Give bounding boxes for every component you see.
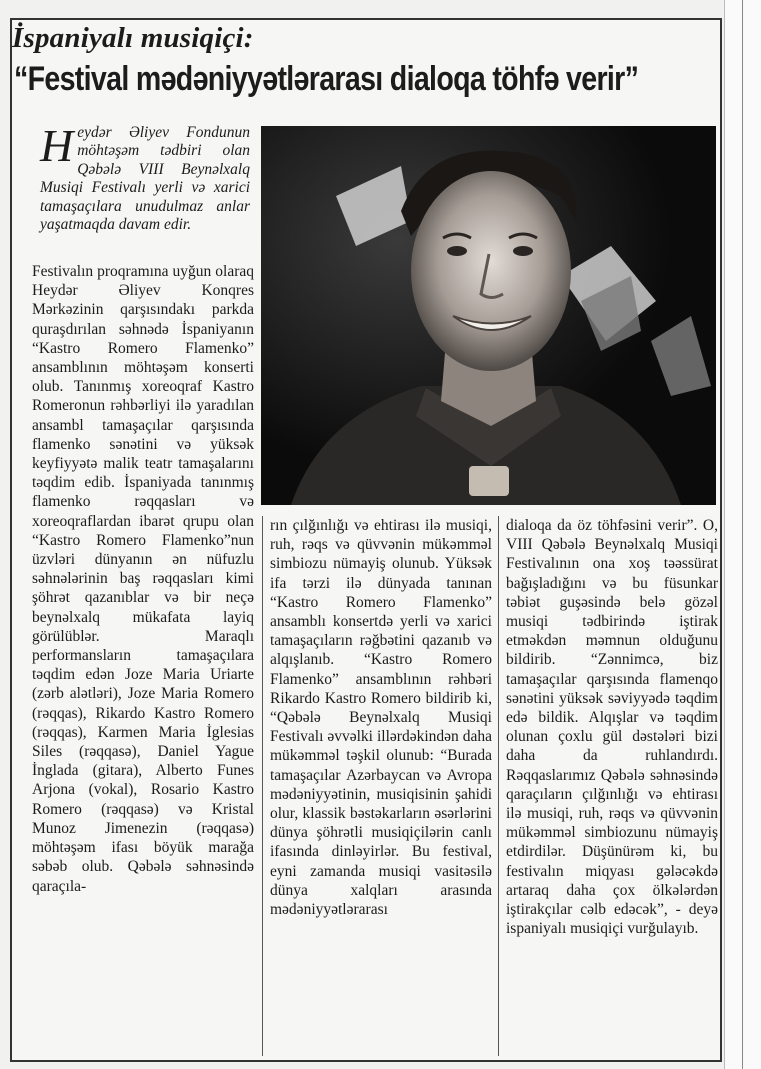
article-lead xyxy=(40,120,250,234)
article-headline: “Festival mədəniyyətlərarası dialoqa töhfə verir” xyxy=(14,60,639,98)
drop-cap: H xyxy=(40,120,74,171)
article-column-3: dialoqa da öz töhfəsini verir”. O, VIII Qəbələ Beynəlxalq Musiqi Festivalının ona xoş təəssürat bağışladığını və bu füsunkar təbiət guşəsində belə gözəl musiqi tədbirində iştirak etməkdən məmnun olduğunu bildirib. “Zənnimcə, biz tamaşaçılar qarşısında flamenqo sənətini yüksək səviyyədə təqdim edə bildik. Alqışlar və təqdim olunan çoxlu gül dəstələri bizi daha da ruhlandırdı. Rəqqaslarımız Qəbələ səhnəsində qaraçıların çılğınlığı və ehtirası ilə musiqi, ruh, rəqs və qüvvənin mükəmməl simbiozunu nümayiş etdirdilər. Düşünürəm ki, bu festivalın miqyası gələcəkdə artaraq daha çox ölkələrdən iştirakçılar cəlb edəcək”, - deyə ispaniyalı musiqiçi vurğulayıb. xyxy=(506,517,718,938)
column-divider xyxy=(262,516,263,1056)
margin-rule xyxy=(742,0,743,1069)
article-column-2: rın çılğınlığı və ehtirası ilə musiqi, ruh, rəqs və qüvvənin mükəmməl simbiozu nümayiş olunub. Yüksək ifa tərzi ilə dünyada tanınan “Kastro Romero Flamenko” ansamblı konsertdə yerli və xarici tamaşaçıların rəğbətini qazanıb və alqışlanıb. “Kastro Romero Flamenko” ansamblının rəhbəri Rikardo Kastro Romero bildirib ki, “Qəbələ Beynəlxalq Musiqi Festivalı əvvəlki illərdəkindən daha mükəmməl təşkil olunub: “Burada tamaşaçılar Azərbaycan və Avropa mədəniyyətinin, musiqisinin şahidi olur, klassik bəstəkarların əsərlərini dünya şöhrətli musiqiçilərin canlı ifasında dinləyirlər. Bu festival, eyni zamanda musiqi vasitəsilə dünya xalqları arasında mədəniyyətlərarası xyxy=(270,517,492,919)
article-column-1: Festivalın proqramına uyğun olaraq Heydər Əliyev Konqres Mərkəzinin qarşısındakı parkda quraşdırılan səhnədə İspaniyanın “Kastro Romero Flamenko” ansamblının möhtəşəm konserti olub. Tanınmış xoreoqraf Kastro Romeronun rəhbərliyi ilə yaradılan ansambl tamaşaçılar qarşısında flamenko sənətini və yüksək keyfiyyətə malik teatr tamaşalarını təqdim edib. İspaniyada tanınmış flamenko rəqqasları və xoreoqraflardan ibarət qrupu olan “Kastro Romero Flamenko”nun üzvləri dünyanın ən nüfuzlu səhnələrinin baş rəqqasları kimi şöhrət qazanıblar və bir neçə beynəlxalq mükafata layiq görülüblər. Maraqlı performansların tamaşaçılara təqdim edən Joze Maria Uriarte (zərb alətləri), Joze Maria Romero (rəqqas), Rikardo Kastro Romero (rəqqas), Karmen Maria İglesias Siles (rəqqasə), Daniel Yague İnglada (gitara), Alberto Funes Arjona (vokal), Rosario Kastro Romero (rəqqasə) və Kristal Munoz Jimenezin (rəqqasə) möhtəşəm ifası böyük marağa səbəb olub. Qəbələ səhnəsində qaraçıla- xyxy=(32,263,254,895)
column-divider xyxy=(498,516,499,1056)
article-rubric: İspaniyalı musiqiçi: xyxy=(12,22,254,54)
musician-photo xyxy=(261,126,716,505)
lead-text: eydər Əliyev Fondunun möhtəşəm tədbiri olan Qəbələ VIII Beynəlxalq Musiqi Festivalı yerli və xarici tamaşaçılara unudulmaz anlar yaşatmaqda davam edir. xyxy=(40,124,250,234)
